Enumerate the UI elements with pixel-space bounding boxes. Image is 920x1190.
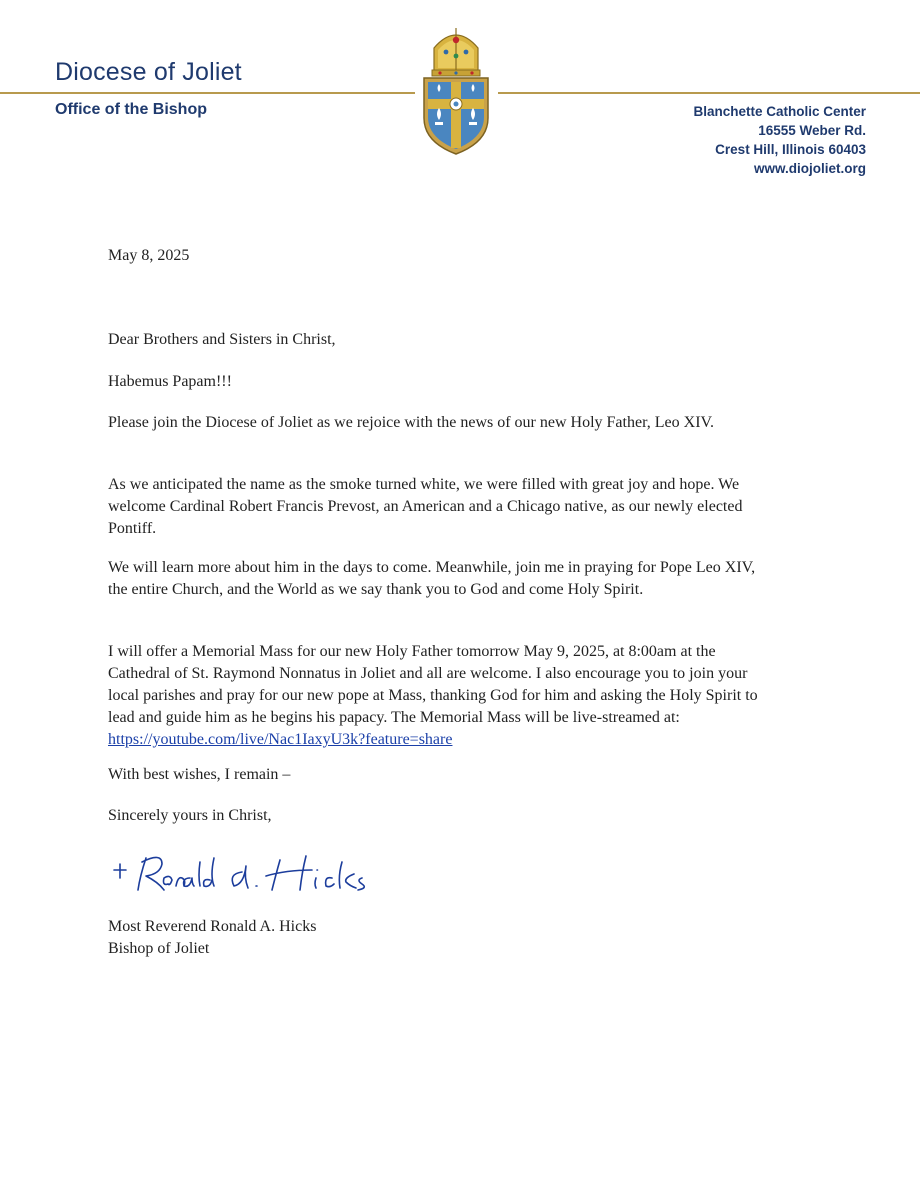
office-title: Office of the Bishop [55, 101, 207, 118]
paragraph-1: Habemus Papam!!! [108, 373, 232, 390]
signer-title: Bishop of Joliet [108, 940, 210, 957]
paragraph-4: We will learn more about him in the days to come. Meanwhile, join me in praying for Pope Leo XIV, the entire Church, and the World as we say thank you to God and come Holy Spirit. [108, 559, 756, 598]
closing-2: Sincerely yours in Christ, [108, 807, 272, 824]
handwritten-signature [110, 848, 410, 898]
coat-of-arms-icon [412, 22, 500, 156]
paragraph-3: As we anticipated the name as the smoke turned white, we were filled with great joy and hope. We welcome Cardinal Robert Francis Prevost, an American and a Chicago native, as our newly elected Pontiff. [108, 476, 743, 537]
closing-1: With best wishes, I remain – [108, 766, 291, 783]
header-rule-left [0, 92, 415, 94]
address-website[interactable]: www.diojoliet.org [754, 161, 866, 176]
address-block [693, 102, 866, 178]
letter-date: May 8, 2025 [108, 247, 190, 264]
address-city: Crest Hill, Illinois 60403 [715, 142, 866, 157]
livestream-link[interactable]: https://youtube.com/live/Nac1IaxyU3k?feature=share [108, 731, 453, 748]
address-street: 16555 Weber Rd. [758, 123, 866, 138]
letter-salutation: Dear Brothers and Sisters in Christ, [108, 331, 336, 348]
address-center: Blanchette Catholic Center [693, 104, 866, 119]
paragraph-2: Please join the Diocese of Joliet as we rejoice with the news of our new Holy Father, Leo XIV. [108, 414, 715, 431]
signer-name: Most Reverend Ronald A. Hicks [108, 918, 317, 935]
header-rule-right [498, 92, 920, 94]
paragraph-5-text: I will offer a Memorial Mass for our new Holy Father tomorrow May 9, 2025, at 8:00am at the Cathedral of St. Raymond Nonnatus in Joliet and all are welcome. I also encourage you to join your local parishes and pray for our new pope at Mass, thanking God for him and asking the Holy Spirit to lead and guide him as he begins his papacy. The Memorial Mass will be live-streamed at: [108, 643, 758, 726]
paragraph-5 [108, 641, 778, 751]
diocese-name: Diocese of Joliet [55, 58, 242, 86]
